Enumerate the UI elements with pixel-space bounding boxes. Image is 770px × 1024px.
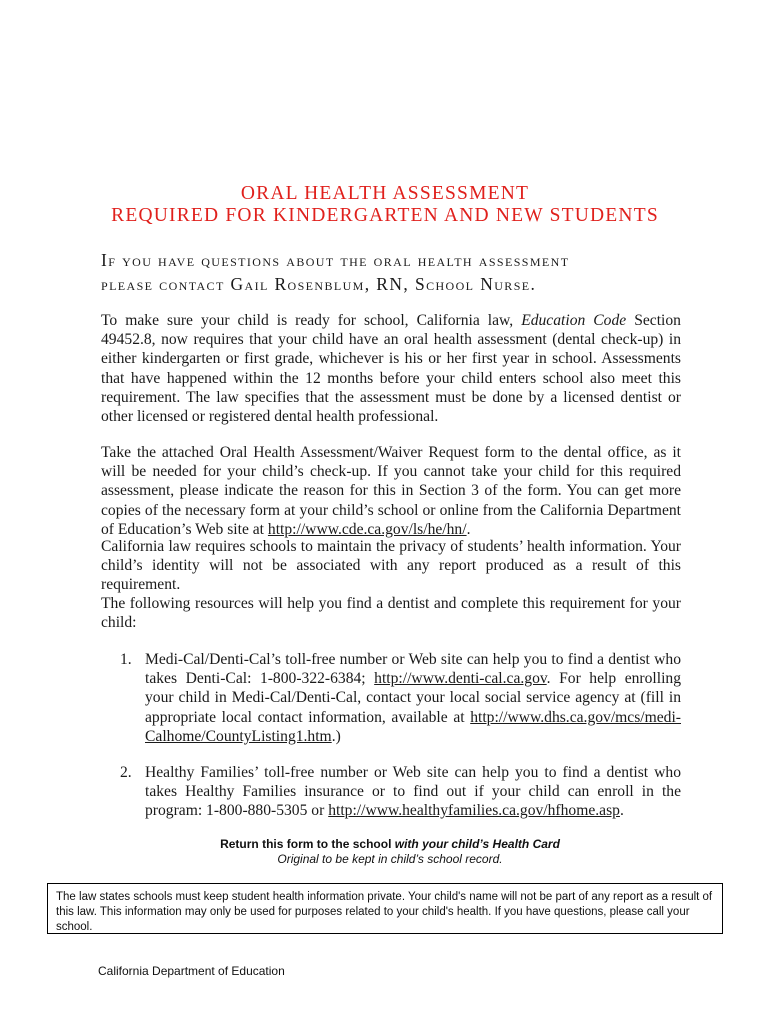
paragraph-requirement-text-b: Section 49452.8, now requires that your child have an oral health assessment (dental check-up) in either kindergarten or first grade, whichever is his or her first year in school. Assessments that have happened within the 12 months before your child enters school also meet this requirement. The law specifies that the assessment must be done by a licensed dentist or other licensed or registered dental health professional. xyxy=(101,312,681,426)
document-title-line2: REQUIRED FOR KINDERGARTEN AND NEW STUDENTS xyxy=(111,205,659,226)
paragraph-form-instructions xyxy=(101,443,681,539)
paragraph-form-text-end: . xyxy=(466,520,471,538)
dhs-county-listing-link[interactable]: http://www.dhs.ca.gov/mcs/medi-Calhome/CountyListing1.htm xyxy=(145,708,681,745)
list-item-number: 2. xyxy=(120,764,132,781)
list-item-number: 1. xyxy=(120,651,132,668)
cde-link[interactable]: http://www.cde.ca.gov/ls/he/hn/ xyxy=(267,520,467,538)
document-title-line1: ORAL HEALTH ASSESSMENT xyxy=(240,183,530,204)
paragraph-requirement xyxy=(101,311,681,426)
privacy-notice-box: The law states schools must keep student health information private. Your child's name will not be part of any report as a result of this law. This information may only be used for purposes related to your child's health. If you have questions, please call your school. xyxy=(47,883,723,934)
list-item-text: . For help enrolling your child in Medi-Cal/Denti-Cal, contact your local social service agency at (fill in appropriate local contact information, available at xyxy=(145,670,681,726)
contact-line1: If you have questions about the oral health assessment xyxy=(101,250,570,270)
paragraph-requirement-text-a: To make sure your child is ready for school, California law, xyxy=(101,312,522,329)
return-instruction xyxy=(0,837,770,851)
education-code-emphasis: Education Code xyxy=(521,312,627,329)
contact-line2: please contact Gail Rosenblum, RN, School Nurse. xyxy=(101,274,537,294)
list-item-text: . xyxy=(619,802,624,820)
paragraph-form-text: Take the attached Oral Health Assessment/Waiver Request form to the dental office, as it will be needed for your child’s check-up. If you cannot take your child for this required assessment, please indicate the reason for this in Section 3 of the form. You can get more copies of the necessary form at your child’s school or online from the California Department of Education’s Web site at xyxy=(101,444,681,538)
list-item-body xyxy=(145,650,681,746)
return-instruction-text: Return this form to the school xyxy=(220,837,395,851)
return-instruction-emphasis: with your child’s Health Card xyxy=(394,837,560,851)
list-item-text: Medi-Cal/Denti-Cal’s toll-free number or Web site can help you to find a dentist who takes Denti-Cal: 1-800-322-6384; xyxy=(145,651,681,688)
list-item-body xyxy=(145,763,681,821)
paragraph-privacy: California law requires schools to maintain the privacy of students’ health information. Your child’s identity will not be associated with any report produced as a result of this requirement. xyxy=(101,538,681,594)
healthy-families-link[interactable]: http://www.healthyfamilies.ca.gov/hfhome.asp xyxy=(328,802,620,820)
list-item-text: Healthy Families’ toll-free number or Web site can help you to find a dentist who takes Healthy Families insurance or to find out if your child can enroll in the program: 1-800-880-5305 or xyxy=(145,764,681,820)
paragraph-resources-intro: The following resources will help you find a dentist and complete this requirement for your child: xyxy=(101,595,681,632)
denti-cal-link[interactable]: http://www.denti-cal.ca.gov xyxy=(374,670,547,688)
footer-organization: California Department of Education xyxy=(98,964,285,978)
record-note: Original to be kept in child’s school record. xyxy=(277,852,503,866)
list-item-text: .) xyxy=(331,727,341,745)
